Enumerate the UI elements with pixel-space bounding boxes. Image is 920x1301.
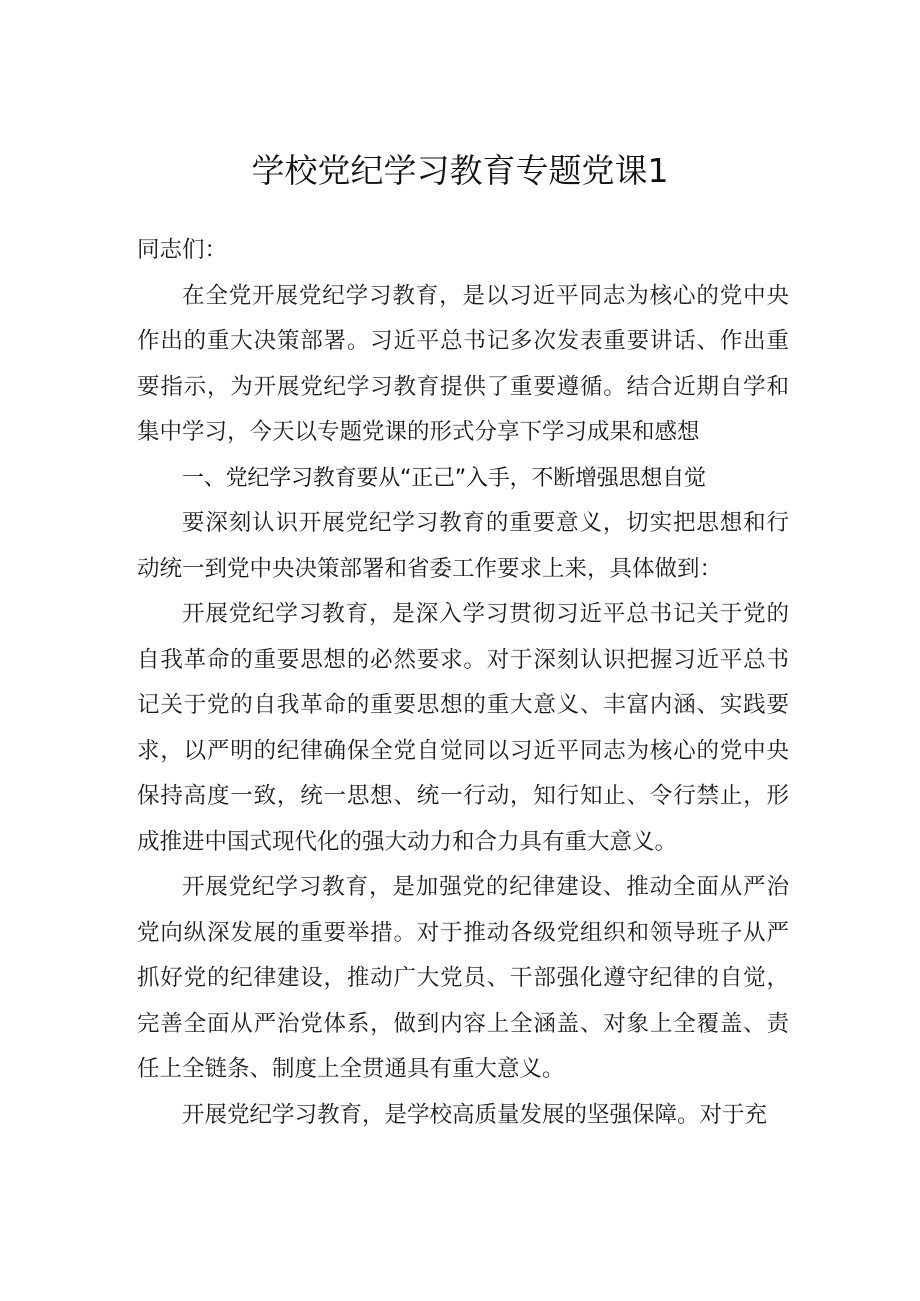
paragraph-intro: 在全党开展党纪学习教育，是以习近平同志为核心的党中央作出的重大决策部署。习近平总书记多次发表重要讲话、作出重要指示，为开展党纪学习教育提供了重要遵循。结合近期自学和集中学习，今天以专题党课的形式分享下学习成果和感想 — [137, 282, 789, 445]
paragraph-significance-1: 开展党纪学习教育，是深入学习贯彻习近平总书记关于党的自我革命的重要思想的必然要求。对于深刻认识把握习近平总书记关于党的自我革命的重要思想的重大意义、丰富内涵、实践要求，以严明的纪律确保全党自觉同以习近平同志为核心的党中央保持高度一致，统一思想、统一行动，知行知止、令行禁止，形成推进中国式现代化的强大动力和合力具有重大意义。 — [137, 601, 789, 855]
document-title: 学校党纪学习教育专题党课1 — [251, 151, 669, 190]
paragraph-significance-2: 开展党纪学习教育，是加强党的纪律建设、推动全面从严治党向纵深发展的重要举措。对于推动各级党组织和领导班子从严抓好党的纪律建设，推动广大党员、干部强化遵守纪律的自觉，完善全面从严治党体系，做到内容上全涵盖、对象上全覆盖、责任上全链条、制度上全贯通具有重大意义。 — [137, 874, 789, 1082]
section-heading: 一、党纪学习教育要从“正己”入手，不断增强思想自觉 — [182, 465, 706, 491]
salutation: 同志们： — [137, 237, 228, 263]
paragraph-significance-3: 开展党纪学习教育，是学校高质量发展的坚强保障。对于充 — [182, 1101, 768, 1128]
paragraph-requirement: 要深刻认识开展党纪学习教育的重要意义，切实把思想和行动统一到党中央决策部署和省委工作要求上来，具体做到： — [137, 510, 789, 582]
document-body — [137, 228, 789, 1138]
